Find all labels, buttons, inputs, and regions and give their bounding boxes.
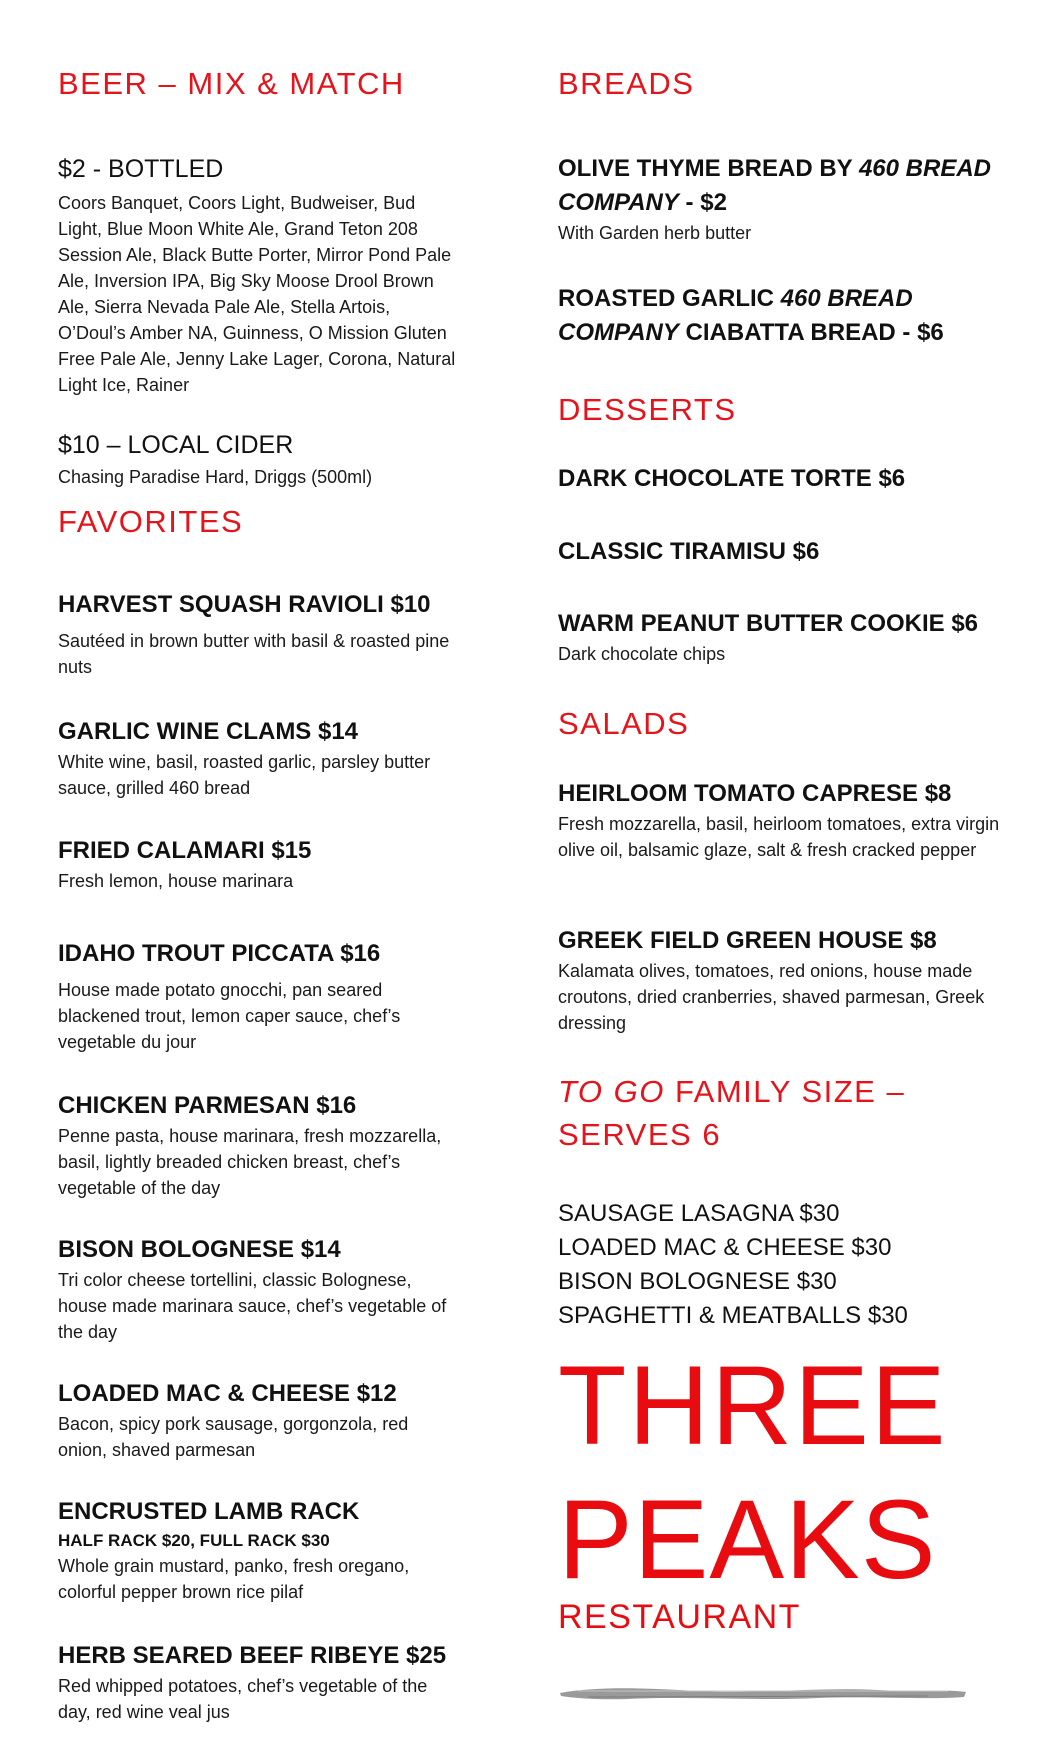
menu-item-desc: Whole grain mustard, panko, fresh oregano, colorful pepper brown rice pilaf <box>58 1556 410 1602</box>
bottled-beer-list: Coors Banquet, Coors Light, Budweiser, Bud Light, Blue Moon White Ale, Grand Teton 208 Session Ale, Black Butte Porter, Mirror Pond Pale Ale, Inversion IPA, Big Sky Moose Drool Brown Ale, Sierra Nevada Pale Ale, Stella Artois, O’Doul’s Amber NA, Guinness, O Mission Gluten Free Pale Ale, Jenny Lake Lager, Corona, Natural Light Ice, Rainer <box>58 193 456 395</box>
desserts-section-title: DESSERTS <box>558 392 737 427</box>
togo-item: SPAGHETTI & MEATBALLS $30 <box>558 1302 908 1329</box>
togo-title-line2: SERVES 6 <box>558 1117 722 1152</box>
menu-item-name: ENCRUSTED LAMB RACK <box>58 1498 360 1525</box>
breads-section-title: BREADS <box>558 66 695 101</box>
menu-item-name: FRIED CALAMARI $15 <box>58 837 312 864</box>
menu-item <box>58 1639 458 1725</box>
menu-item <box>58 588 458 680</box>
menu-item <box>58 937 458 1055</box>
menu-item <box>558 924 1008 1036</box>
menu-item <box>558 282 1008 350</box>
menu-item-name-italic: 460 BREAD <box>858 155 991 182</box>
menu-item-desc: Kalamata olives, tomatoes, red onions, house made croutons, dried cranberries, shaved parmesan, Greek dressing <box>558 961 985 1033</box>
menu-item-name-part: OLIVE THYME BREAD BY <box>558 155 859 182</box>
menu-item-desc: Sautéed in brown butter with basil & roasted pine nuts <box>58 631 450 677</box>
menu-item-desc: With Garden herb butter <box>558 223 752 243</box>
menu-item-name: HERB SEARED BEEF RIBEYE $25 <box>58 1642 447 1669</box>
brand-peaks: PEAKS <box>558 1477 937 1602</box>
menu-item-name: DARK CHOCOLATE TORTE $6 <box>558 465 906 492</box>
brand-restaurant: RESTAURANT <box>558 1598 801 1636</box>
togo-item: LOADED MAC & CHEESE $30 <box>558 1234 892 1261</box>
menu-item-desc: Fresh mozzarella, basil, heirloom tomatoes, extra virgin olive oil, balsamic glaze, salt & fresh cracked pepper <box>558 814 1000 860</box>
brand-three: THREE <box>558 1343 948 1468</box>
menu-item-sub: HALF RACK $20, FULL RACK $30 <box>58 1531 330 1550</box>
menu-item-name: HARVEST SQUASH RAVIOLI $10 <box>58 591 431 618</box>
menu-item-name <box>558 282 1008 350</box>
menu-item-name-italic: COMPANY <box>558 189 679 216</box>
menu-item <box>58 1495 458 1605</box>
togo-item: SAUSAGE LASAGNA $30 <box>558 1200 840 1227</box>
togo-list <box>558 1197 1008 1333</box>
menu-item-price: CIABATTA BREAD - $6 <box>678 319 944 346</box>
menu-item-name: GREEK FIELD GREEN HOUSE $8 <box>558 927 937 954</box>
menu-item-name-part: ROASTED GARLIC <box>558 285 781 312</box>
menu-item-name <box>558 152 1008 220</box>
salads-section-title: SALADS <box>558 706 690 741</box>
beer-section-title: BEER – MIX & MATCH <box>58 66 405 101</box>
menu-item-name: HEIRLOOM TOMATO CAPRESE $8 <box>558 780 952 807</box>
menu-item-desc: Red whipped potatoes, chef’s vegetable of the day, red wine veal jus <box>58 1676 428 1722</box>
menu-item-name: LOADED MAC & CHEESE $12 <box>58 1380 397 1407</box>
menu-item-name: BISON BOLOGNESE $14 <box>58 1236 341 1263</box>
menu-item <box>558 152 1008 246</box>
menu-item <box>558 607 1008 667</box>
togo-title-italic: TO GO <box>558 1074 665 1109</box>
menu-item-desc: House made potato gnocchi, pan seared blackened trout, lemon caper sauce, chef’s vegetable du jour <box>58 980 401 1052</box>
togo-section-title <box>558 1070 1008 1156</box>
menu-item-desc: Fresh lemon, house marinara <box>58 871 294 891</box>
menu-item-desc: Dark chocolate chips <box>558 644 726 664</box>
menu-item-name: CHICKEN PARMESAN $16 <box>58 1092 357 1119</box>
menu-item-name: WARM PEANUT BUTTER COOKIE $6 <box>558 610 979 637</box>
menu-item <box>58 715 458 801</box>
menu-item-name: CLASSIC TIRAMISU $6 <box>558 538 820 565</box>
cider-title: $10 – LOCAL CIDER <box>58 431 294 459</box>
menu-item-name-italic: COMPANY <box>558 319 679 346</box>
togo-title-rest: FAMILY SIZE – <box>664 1074 906 1109</box>
menu-item-price: - $2 <box>678 189 727 216</box>
menu-item-desc: Penne pasta, house marinara, fresh mozzarella, basil, lightly breaded chicken breast, chef’s vegetable of the day <box>58 1126 442 1198</box>
menu-item-desc: Bacon, spicy pork sausage, gorgonzola, red onion, shaved parmesan <box>58 1414 409 1460</box>
menu-item <box>58 1377 458 1463</box>
favorites-section-title: FAVORITES <box>58 504 244 539</box>
brush-stroke-divider <box>558 1682 968 1704</box>
menu-item-desc: White wine, basil, roasted garlic, parsley butter sauce, grilled 460 bread <box>58 752 431 798</box>
menu-item-desc: Tri color cheese tortellini, classic Bolognese, house made marinara sauce, chef’s vegetable of the day <box>58 1270 447 1342</box>
cider-list: Chasing Paradise Hard, Driggs (500ml) <box>58 467 373 487</box>
menu-item-name: IDAHO TROUT PICCATA $16 <box>58 940 381 967</box>
menu-item-name-italic: 460 BREAD <box>780 285 913 312</box>
menu-item <box>58 1089 458 1201</box>
menu-item <box>58 834 458 894</box>
bottled-title: $2 - BOTTLED <box>58 155 224 183</box>
menu-item-name: GARLIC WINE CLAMS $14 <box>58 718 359 745</box>
menu-item <box>58 1233 458 1345</box>
togo-item: BISON BOLOGNESE $30 <box>558 1268 837 1295</box>
menu-item <box>558 777 1008 863</box>
